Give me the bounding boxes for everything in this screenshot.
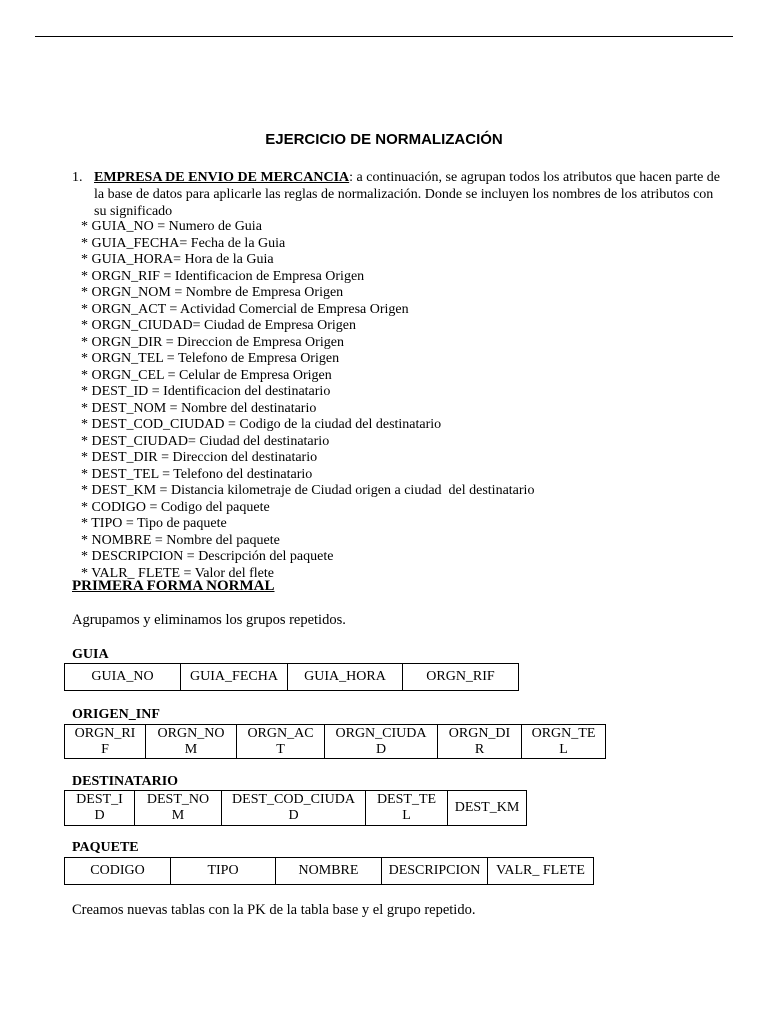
attribute-item: * GUIA_FECHA= Fecha de la Guia xyxy=(81,235,286,251)
table-origen-inf xyxy=(64,724,606,759)
table-cell: ORGN_AC T xyxy=(237,725,325,759)
table-paquete xyxy=(64,857,594,885)
table-guia xyxy=(64,663,519,691)
table-label-origen: ORIGEN_INF xyxy=(72,707,160,722)
table-row xyxy=(65,791,527,826)
attribute-item: * DEST_COD_CIUDAD = Codigo de la ciudad del destinatario xyxy=(81,417,442,432)
paragraph-new-tables: Creamos nuevas tablas con la PK de la tabla base y el grupo repetido. xyxy=(72,902,476,918)
attribute-item: * DEST_ID = Identificacion del destinatario xyxy=(81,384,331,399)
table-label-destinatario: DESTINATARIO xyxy=(72,774,179,789)
intro-text: : a continuación, se agrupan todos los atributos que hacen parte de la base de datos para aplicarle las reglas de normalización. Donde se incluyen los nombres de los atributos con su significado xyxy=(94,170,721,219)
table-cell: NOMBRE xyxy=(276,858,382,885)
table-cell: VALR_ FLETE xyxy=(488,858,594,885)
table-cell: DEST_I D xyxy=(65,791,135,826)
attribute-item: * DEST_NOM = Nombre del destinatario xyxy=(81,400,317,416)
table-cell: ORGN_RI F xyxy=(65,725,146,759)
table-cell: ORGN_DI R xyxy=(438,725,522,759)
attribute-item: * ORGN_RIF = Identificacion de Empresa Origen xyxy=(81,268,365,284)
attribute-item: * CODIGO = Codigo del paquete xyxy=(81,499,270,515)
table-cell: TIPO xyxy=(171,858,276,885)
attribute-item: * ORGN_NOM = Nombre de Empresa Origen xyxy=(81,285,344,300)
intro-item xyxy=(72,169,722,220)
table-destinatario xyxy=(64,790,527,826)
attribute-item: * GUIA_HORA= Hora de la Guia xyxy=(81,252,274,267)
section-heading: PRIMERA FORMA NORMAL xyxy=(72,578,275,594)
table-row xyxy=(65,725,606,759)
table-cell: CODIGO xyxy=(65,858,171,885)
attribute-item: * DEST_CIUDAD= Ciudad del destinatario xyxy=(81,433,330,449)
document-title: EJERCICIO DE NORMALIZACIÓN xyxy=(265,131,503,148)
table-cell: DESCRIPCION xyxy=(382,858,488,885)
table-cell: DEST_KM xyxy=(448,791,527,826)
table-cell: GUIA_FECHA xyxy=(181,664,288,691)
attribute-item: * ORGN_DIR = Direccion de Empresa Origen xyxy=(81,334,344,350)
attribute-item: * DEST_DIR = Direccion del destinatario xyxy=(81,450,318,465)
attribute-item: * ORGN_TEL = Telefono de Empresa Origen xyxy=(81,351,340,366)
attribute-item: * TIPO = Tipo de paquete xyxy=(81,516,227,531)
table-cell: ORGN_RIF xyxy=(403,664,519,691)
attribute-item: * DEST_KM = Distancia kilometraje de Ciudad origen a ciudad del destinatario xyxy=(81,483,535,498)
table-cell: GUIA_NO xyxy=(65,664,181,691)
table-label-paquete: PAQUETE xyxy=(72,840,139,855)
attribute-item: * ORGN_CIUDAD= Ciudad de Empresa Origen xyxy=(81,318,357,333)
attribute-list xyxy=(81,219,534,582)
table-cell: ORGN_TE L xyxy=(522,725,606,759)
table-cell: DEST_COD_CIUDA D xyxy=(222,791,366,826)
table-cell: DEST_NO M xyxy=(135,791,222,826)
header-rule xyxy=(35,36,733,37)
table-cell: DEST_TE L xyxy=(366,791,448,826)
company-heading: EMPRESA DE ENVIO DE MERCANCIA xyxy=(94,170,350,185)
attribute-item: * DEST_TEL = Telefono del destinatario xyxy=(81,466,313,482)
table-label-guia: GUIA xyxy=(72,647,109,662)
attribute-item: * ORGN_CEL = Celular de Empresa Origen xyxy=(81,367,332,383)
attribute-item: * ORGN_ACT = Actividad Comercial de Empresa Origen xyxy=(81,301,409,317)
list-number: 1. xyxy=(72,170,83,185)
paragraph-group: Agrupamos y eliminamos los grupos repetidos. xyxy=(72,612,346,628)
attribute-item: * GUIA_NO = Numero de Guia xyxy=(81,219,262,234)
intro-paragraph xyxy=(94,169,722,220)
attribute-item: * DESCRIPCION = Descripción del paquete xyxy=(81,549,334,564)
table-cell: ORGN_CIUDA D xyxy=(325,725,438,759)
table-cell: ORGN_NO M xyxy=(146,725,237,759)
table-cell: GUIA_HORA xyxy=(288,664,403,691)
attribute-item: * NOMBRE = Nombre del paquete xyxy=(81,532,280,548)
attribute-item: * VALR_ FLETE = Valor del flete xyxy=(81,565,274,581)
table-row xyxy=(65,664,519,691)
table-row xyxy=(65,858,594,885)
